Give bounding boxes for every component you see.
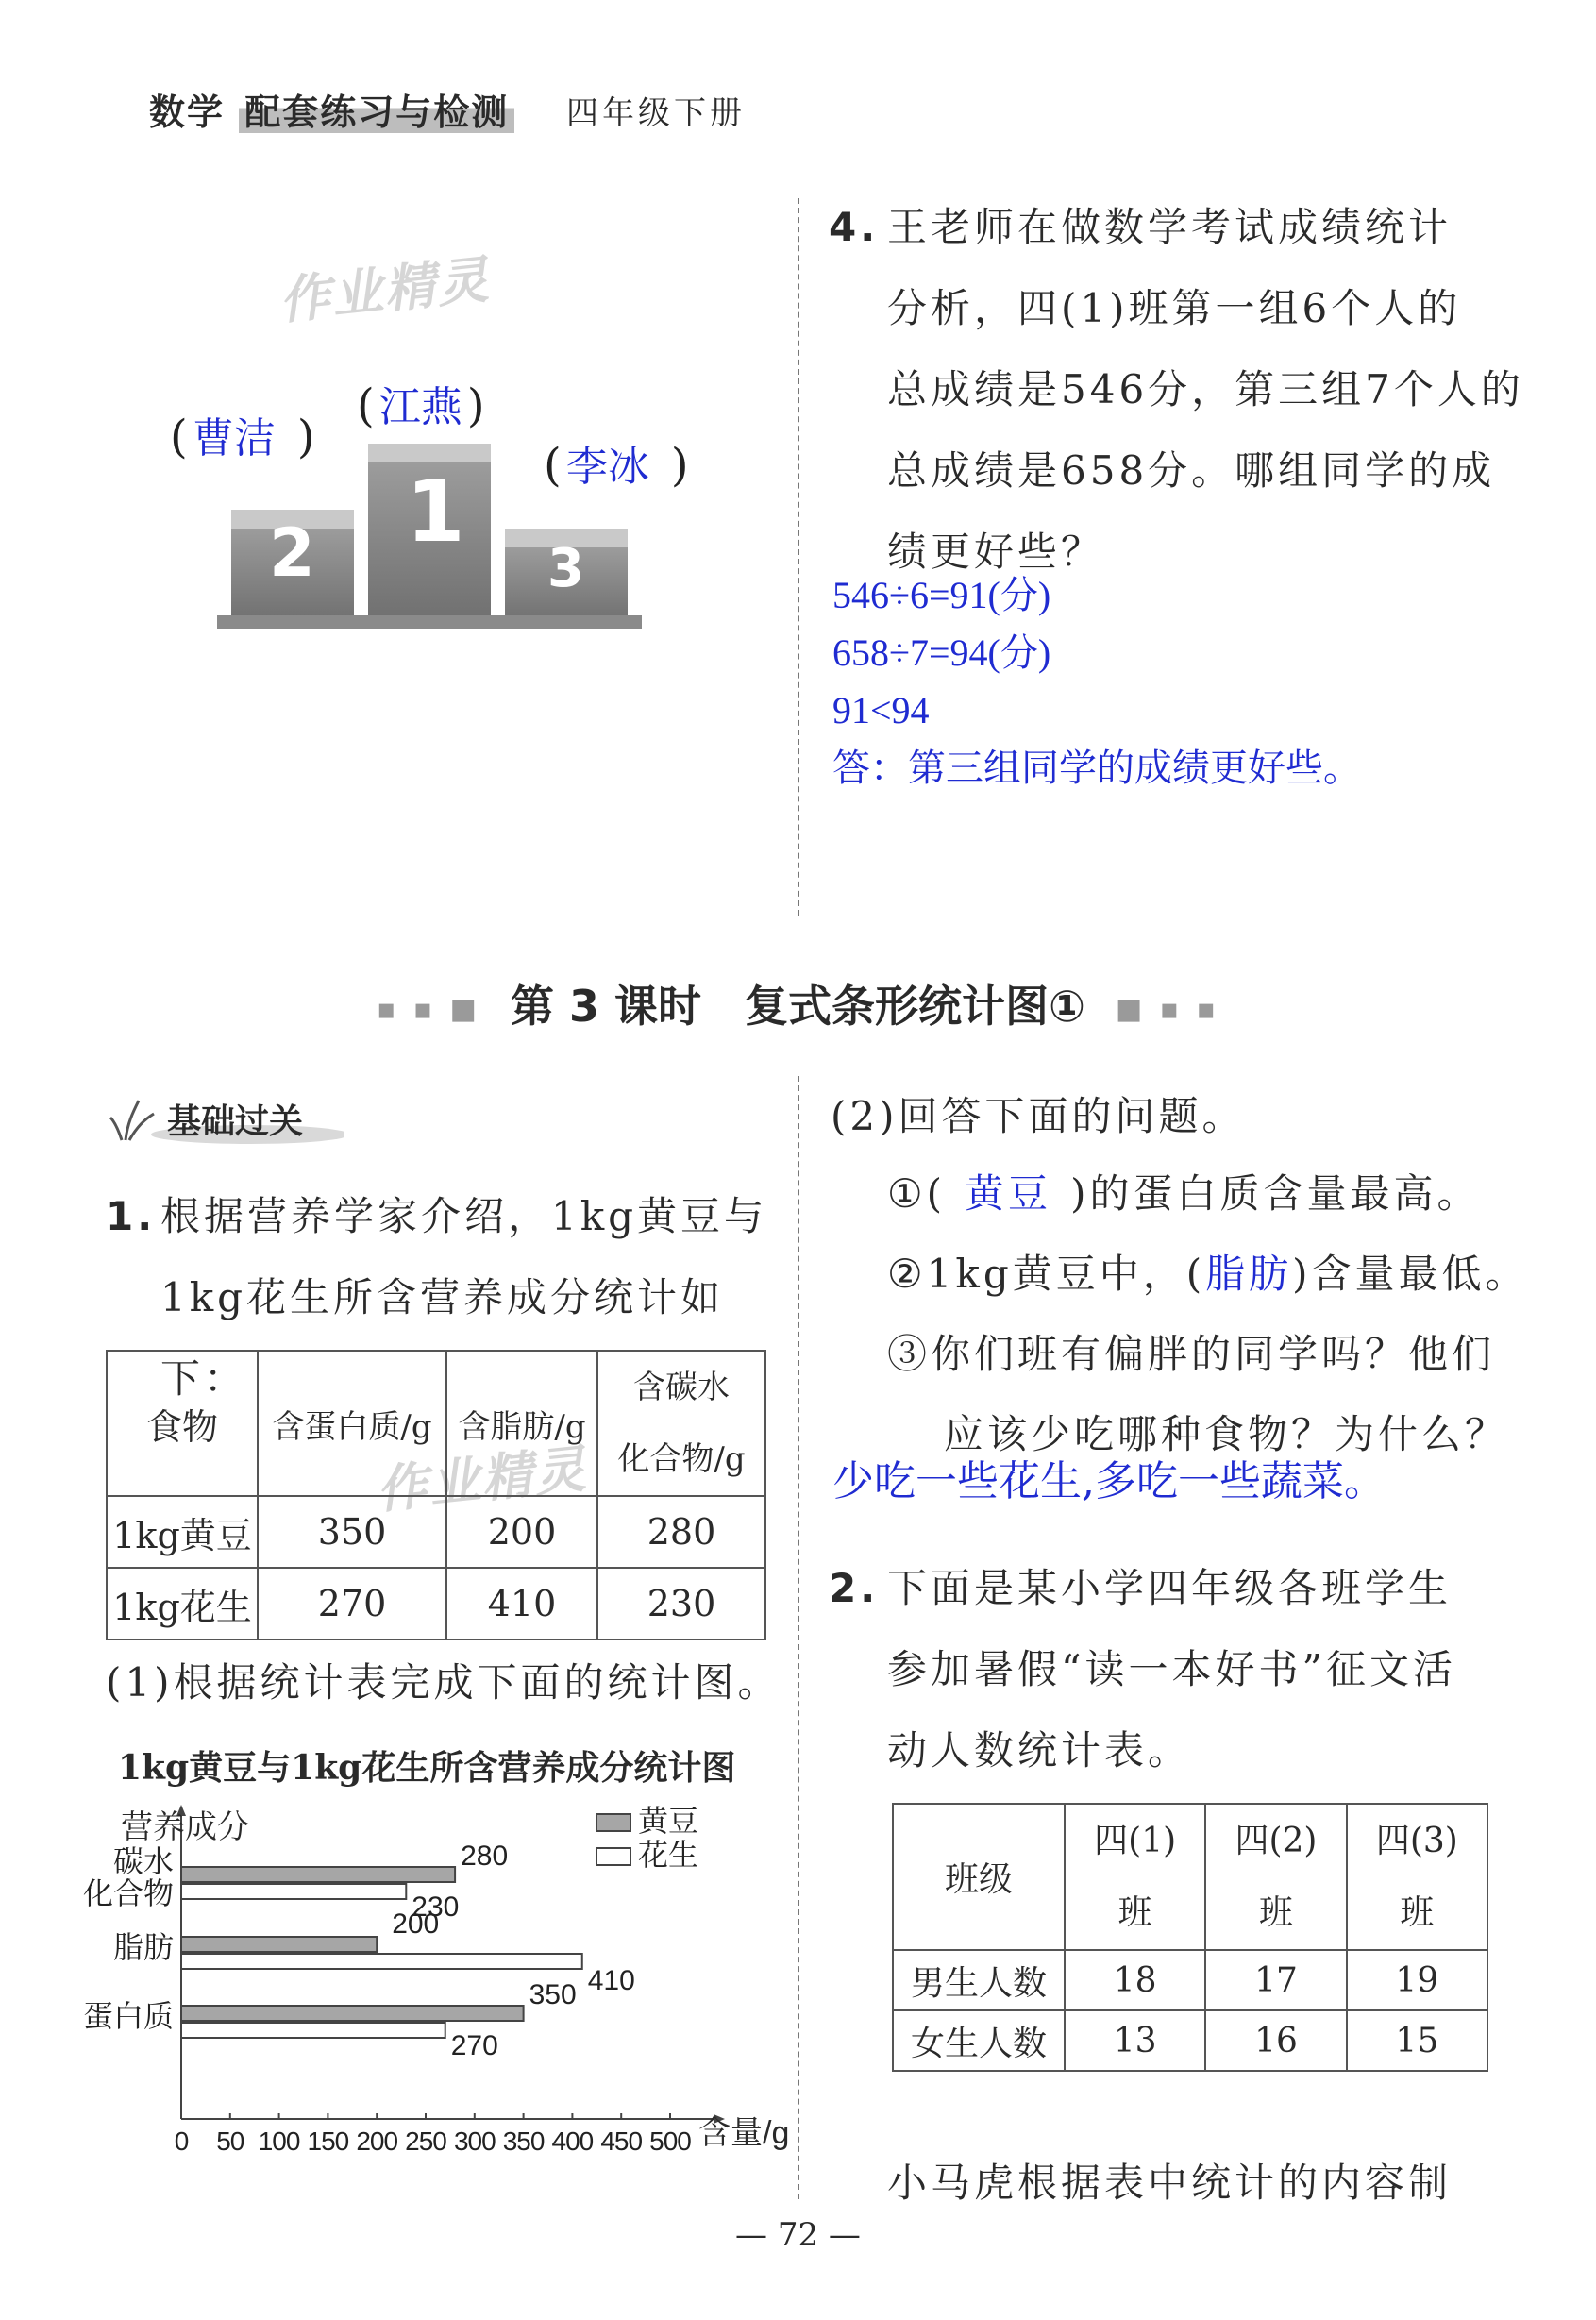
header-subject: 数学	[149, 92, 226, 133]
reading-cell: 13	[1065, 2010, 1205, 2071]
bar-value-label: 350	[529, 1979, 577, 2010]
reading-cell: 17	[1205, 1950, 1346, 2010]
legend-label: 花生	[638, 1838, 699, 1872]
q1-sub2: (2)回答下面的问题。	[831, 1093, 1246, 1139]
q1-question-3: ③你们班有偏胖的同学吗？他们	[887, 1331, 1496, 1377]
category-label: 化合物	[82, 1876, 174, 1910]
x-tick-label: 250	[405, 2127, 446, 2156]
q1-answer-1: ①( 黄豆 )的蛋白质含量最高。	[887, 1170, 1481, 1217]
x-tick-label: 100	[258, 2127, 300, 2156]
bar-黄豆-2	[181, 2006, 524, 2021]
category-label: 蛋白质	[82, 1999, 174, 2033]
page-number: — 72 —	[735, 2216, 861, 2254]
bar-value-label: 280	[461, 1841, 509, 1872]
q4-answer-line-2: 658÷7=94(分)	[832, 631, 1051, 674]
podium-step-1: 1	[406, 462, 465, 562]
x-tick-label: 350	[502, 2127, 545, 2156]
q2-tail: 小马虎根据表中统计的内容制	[887, 2160, 1453, 2206]
x-tick-label: 450	[600, 2127, 643, 2156]
nutrition-cell: 270	[258, 1568, 446, 1639]
category-label: 碳水	[112, 1844, 174, 1878]
q2-number: 2.	[829, 1565, 880, 1611]
q2-text	[887, 1548, 1567, 1791]
header-series: 配套练习与检测	[239, 92, 514, 133]
bar-value-label: 410	[587, 1965, 635, 1996]
bar-花生-0	[181, 1884, 406, 1899]
legend-swatch-黄豆	[596, 1814, 630, 1831]
nutrition-header-fat: 含脂肪/g	[446, 1351, 597, 1496]
podium-step-3: 3	[547, 538, 584, 599]
q4-answer-line-1: 546÷6=91(分)	[832, 574, 1051, 616]
lesson-title-text: 第 3 课时 复式条形统计图①	[511, 981, 1085, 1032]
x-tick-label: 50	[216, 2127, 244, 2156]
q2-line-2: 参加暑假“读一本好书”征文活	[887, 1646, 1456, 1692]
q1-answer-3: 少吃一些花生,多吃一些蔬菜。	[832, 1457, 1386, 1505]
nutrition-row-soybean	[107, 1496, 765, 1568]
nutrition-table	[106, 1350, 766, 1640]
header-title	[149, 83, 514, 135]
reading-table	[892, 1803, 1488, 2072]
watermark-top: 作业精灵	[276, 249, 494, 331]
reading-cell: 15	[1347, 2010, 1487, 2071]
header-grade: 四年级下册	[566, 94, 746, 132]
reading-header-class-1: 四(1) 班	[1065, 1804, 1205, 1950]
nutrition-cell: 350	[258, 1496, 446, 1568]
q1-answer-2: ②1kg黄豆中，(脂肪)含量最低。	[887, 1251, 1529, 1297]
bar-value-label: 230	[412, 1891, 460, 1923]
legend-swatch-花生	[596, 1848, 630, 1865]
nutrition-cell: 230	[597, 1568, 765, 1639]
podium-step-2: 2	[269, 514, 315, 592]
section-badge	[109, 1085, 344, 1152]
q4-number: 4.	[829, 204, 880, 250]
reading-row-boys	[893, 1950, 1487, 2010]
nutrition-header-carb: 含碳水 化合物/g	[597, 1351, 765, 1496]
chart-title: 1kg黄豆与1kg花生所含营养成分统计图	[118, 1748, 736, 1788]
bar-花生-2	[181, 2023, 445, 2038]
reading-cell: 16	[1205, 2010, 1346, 2071]
reading-header-corner: 班级	[893, 1804, 1065, 1950]
reading-header-class-2: 四(2) 班	[1205, 1804, 1346, 1950]
podium-name-second: ( 曹洁 )	[170, 411, 315, 463]
watermark-middle: 作业精灵	[373, 1438, 591, 1521]
q4-answer-line-3: 91<94	[832, 689, 930, 731]
bar-花生-1	[181, 1954, 582, 1969]
nutrition-header-protein: 含蛋白质/g	[258, 1351, 446, 1496]
q4-line-2: 分析，四(1)班第一组6个人的	[887, 285, 1462, 331]
reading-row-label: 女生人数	[893, 2010, 1065, 2071]
nutrition-cell: 200	[446, 1496, 597, 1568]
lesson-dots-right: ■ ▪ ▪	[1116, 993, 1219, 1026]
x-tick-label: 200	[356, 2127, 398, 2156]
reading-header-class-3: 四(3) 班	[1347, 1804, 1487, 1950]
reading-cell: 19	[1347, 1950, 1487, 2010]
chart-xlabel: 含量/g	[698, 2115, 790, 2151]
q4-line-4: 总成绩是658分。哪组同学的成	[887, 447, 1496, 494]
chart-ylabel: 营养成分	[121, 1809, 249, 1845]
x-tick-label: 300	[453, 2127, 496, 2156]
category-label: 脂肪	[112, 1930, 174, 1964]
reading-cell: 18	[1065, 1950, 1205, 2010]
legend-label: 黄豆	[638, 1804, 699, 1838]
q4-text	[887, 187, 1567, 593]
bar-value-label: 200	[392, 1908, 440, 1940]
q2-line-1: 下面是某小学四年级各班学生	[887, 1565, 1453, 1611]
reading-row-girls	[893, 2010, 1487, 2071]
nutrition-cell: 1kg花生	[107, 1568, 258, 1639]
q1-question-3-cont: 应该少吃哪种食物？为什么？	[944, 1411, 1509, 1457]
q4-answer-line-4: 答：第三组同学的成绩更好些。	[832, 747, 1361, 789]
nutrition-cell: 410	[446, 1568, 597, 1639]
x-tick-label: 0	[174, 2127, 189, 2156]
bar-黄豆-0	[181, 1867, 455, 1882]
nutrition-cell: 1kg黄豆	[107, 1496, 258, 1568]
q1-number: 1.	[106, 1193, 157, 1239]
x-tick-label: 400	[551, 2127, 594, 2156]
q1-line-2: 1kg花生所含营养成分统计如下：	[160, 1274, 725, 1402]
nutrition-cell: 280	[597, 1496, 765, 1568]
podium-name-third: ( 李冰 )	[544, 439, 689, 492]
x-tick-label: 150	[307, 2127, 349, 2156]
bar-value-label: 270	[450, 2030, 498, 2061]
section-label: 基础过关	[167, 1102, 304, 1141]
q2-line-3: 动人数统计表。	[887, 1727, 1192, 1774]
q4-line-3: 总成绩是546分，第三组7个人的	[887, 366, 1524, 412]
q4-line-5: 绩更好些？	[887, 529, 1105, 575]
x-tick-label: 500	[649, 2127, 691, 2156]
lesson-title	[0, 972, 1596, 1034]
reading-row-label: 男生人数	[893, 1950, 1065, 2010]
podium-name-first: ( 江燕 )	[357, 379, 485, 432]
q4-answer	[832, 566, 1361, 797]
nutrition-row-peanut	[107, 1568, 765, 1639]
q1-line-1: 根据营养学家介绍，1kg黄豆与	[160, 1193, 768, 1239]
q4-line-1: 王老师在做数学考试成绩统计	[887, 204, 1453, 250]
q1-sub1: (1)根据统计表完成下面的统计图。	[106, 1659, 781, 1706]
lesson-dots-left: ▪ ▪ ■	[377, 993, 480, 1026]
bar-黄豆-1	[181, 1937, 377, 1952]
column-divider-top	[798, 198, 799, 916]
nutrition-header-food: 食物	[107, 1351, 258, 1496]
